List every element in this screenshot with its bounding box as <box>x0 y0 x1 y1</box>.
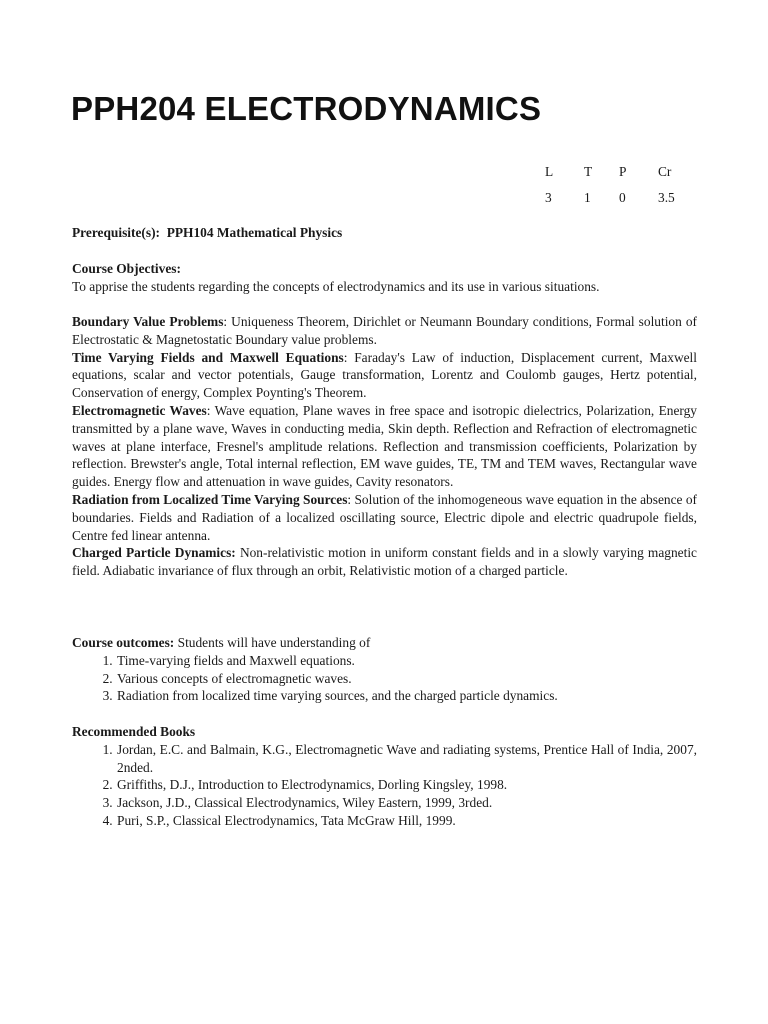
topic-paragraph <box>72 349 697 402</box>
topic-text: Non-relativistic motion in uniform constant fields and in a slowly varying magnetic field. Adiabatic invariance of flux through an orbit, Relativistic motion of a charged particle. <box>72 545 697 579</box>
ltp-value-row <box>545 185 675 211</box>
ltp-value-cr: 3.5 <box>658 190 675 206</box>
topic-paragraph <box>72 402 697 491</box>
books-list <box>72 741 697 830</box>
topic-text: Uniqueness Theorem, Dirichlet or Neumann Boundary conditions, Formal solution of Electrostatic & Magnetostatic Boundary value problems. <box>72 314 697 347</box>
outcomes-section <box>72 634 697 705</box>
outcomes-intro-line <box>72 634 697 652</box>
prerequisite-section <box>72 224 697 242</box>
topic-separator: : <box>343 349 355 365</box>
topic-separator: : <box>206 402 215 418</box>
books-heading: Recommended Books <box>72 724 196 739</box>
ltp-header-t: T <box>584 164 593 180</box>
ltp-credits-table <box>545 159 675 211</box>
topic-separator: : <box>347 491 355 507</box>
topic-paragraph <box>72 491 697 544</box>
topic-name: Radiation from Localized Time Varying Sources <box>72 491 348 507</box>
ltp-header-p: P <box>619 164 627 180</box>
topic-name: Time Varying Fields and Maxwell Equations <box>72 349 344 365</box>
topic-paragraph <box>72 544 697 580</box>
objectives-text: To apprise the students regarding the concepts of electrodynamics and its use in various situations. <box>72 278 600 294</box>
ltp-value-t: 1 <box>584 190 591 206</box>
prerequisite: Prerequisite(s): PPH104 Mathematical Physics <box>72 225 343 240</box>
list-item: 1. Time-varying fields and Maxwell equations. <box>116 652 697 670</box>
syllabus-topics <box>72 313 697 580</box>
objectives-heading: Course Objectives: <box>72 261 181 276</box>
ltp-value-p: 0 <box>619 190 626 206</box>
list-item: 4. Puri, S.P., Classical Electrodynamics, Tata McGraw Hill, 1999. <box>116 812 697 830</box>
list-item: 2. Various concepts of electromagnetic waves. <box>116 670 697 688</box>
page-title: PPH204 ELECTRODYNAMICS <box>71 90 542 127</box>
outcomes-list <box>72 652 697 705</box>
list-item: 2. Griffiths, D.J., Introduction to Electrodynamics, Dorling Kingsley, 1998. <box>116 776 697 794</box>
books-section <box>72 723 697 830</box>
topic-name: Boundary Value Problems <box>72 314 224 329</box>
topic-text: Wave equation, Plane waves in free space and isotropic dielectrics, Polarization, Energy transmitted by a plane wave, Waves in conducting media, Skin depth. Reflection and Refraction of electromagnetic waves at plane interface, Fresnel's amplitude relations. Reflection and transmission coefficients, Polarization by reflection. Brewster's angle, Total internal reflection, EM wave guides, TE, TM and TEM waves, Rectangular wave guides. Energy flow and attenuation in wave guides, Cavity resonators. <box>72 402 698 490</box>
ltp-header-row <box>545 159 675 185</box>
topic-text: Faraday's Law of induction, Displacement current, Maxwell equations, scalar and vector potentials, Gauge transformation, Lorentz and Coulomb gauges, Hertz potential, Conservation of energy, Complex Poynting's Theorem. <box>72 349 697 401</box>
topic-text: Solution of the inhomogeneous wave equation in the absence of boundaries. Fields and Radiation of a localized oscillating source, Electric dipole and electric quadrupole fields, Centre fed linear antenna. <box>72 491 697 543</box>
ltp-header-l: L <box>545 164 554 180</box>
ltp-value-l: 3 <box>545 190 552 206</box>
topic-separator: : <box>223 314 232 329</box>
topic-paragraph <box>72 313 697 349</box>
list-item: 3. Radiation from localized time varying sources, and the charged particle dynamics. <box>116 687 697 705</box>
topic-name: Charged Particle Dynamics: <box>72 545 236 561</box>
topic-name: Electromagnetic Waves <box>72 402 207 418</box>
list-item: 3. Jackson, J.D., Classical Electrodynamics, Wiley Eastern, 1999, 3rded. <box>116 794 697 812</box>
objectives-section <box>72 260 697 296</box>
outcomes-intro: Students will have understanding of <box>174 635 371 650</box>
list-item: 1. Jordan, E.C. and Balmain, K.G., Electromagnetic Wave and radiating systems, Prentice Hall of India, 2007, 2nded. <box>116 741 697 777</box>
ltp-header-cr: Cr <box>658 164 672 180</box>
outcomes-heading: Course outcomes: <box>72 635 175 650</box>
